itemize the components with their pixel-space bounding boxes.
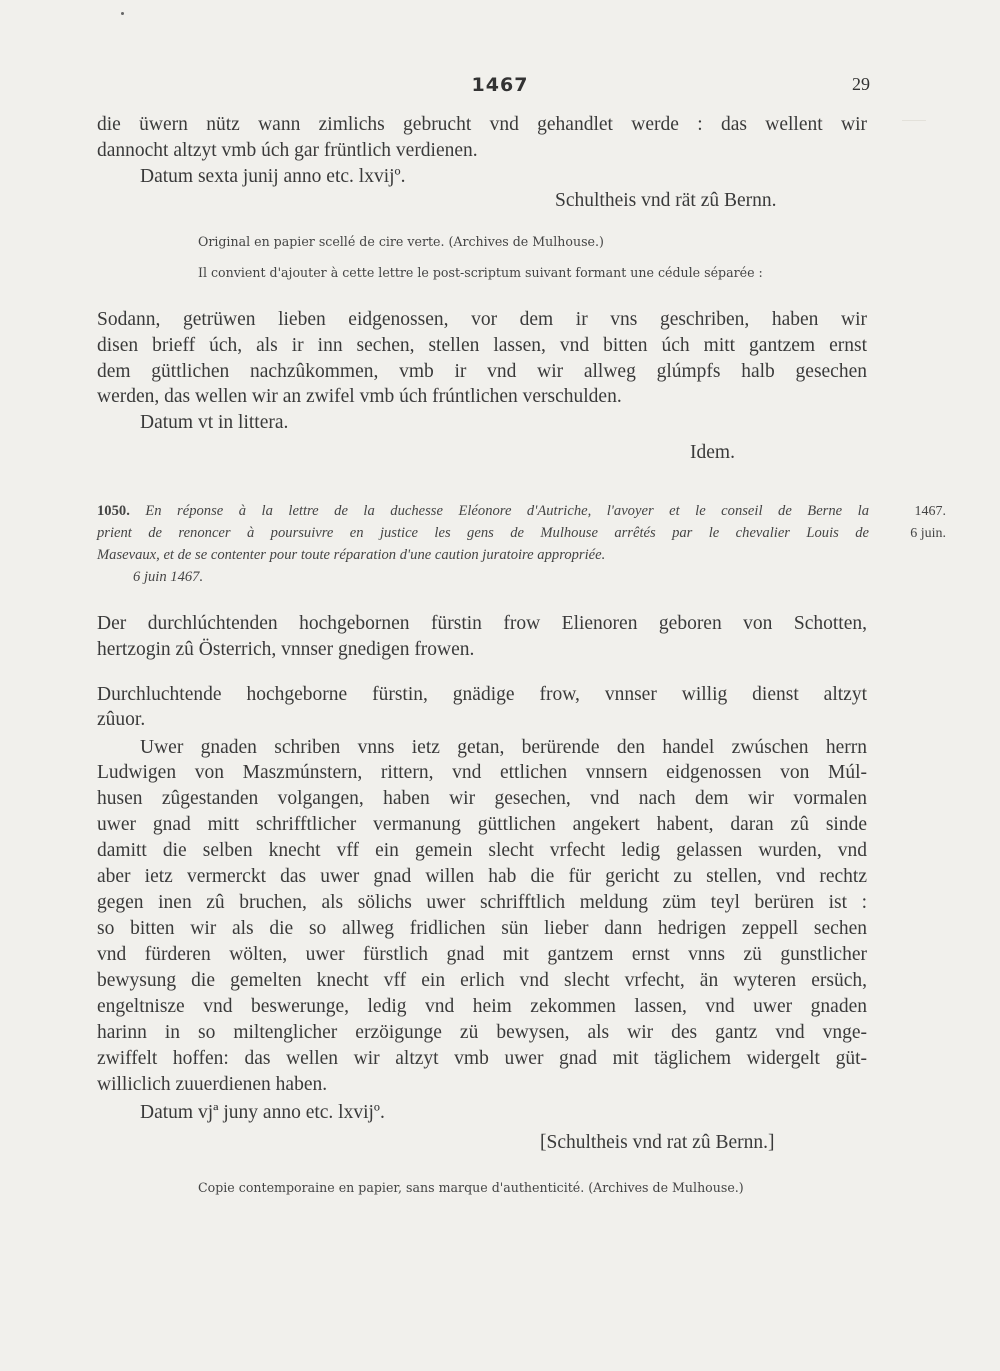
page-speck: [121, 12, 124, 15]
body-line: bewysung die gemelten knecht vff ein erlich vnd slecht vrfecht, än wyteren ersüch,: [97, 970, 867, 991]
body-line: gegen inen zû bruchen, als sölichs uwer schrifftlich meldung züm teyl berüren ist :: [97, 892, 867, 913]
margin-year: 1467.: [914, 504, 946, 519]
body-line: Uwer gnaden schriben vnns ietz getan, berürende den handel zwúschen herrn: [140, 737, 867, 758]
postscript-signature: Idem.: [690, 442, 735, 463]
entry-number: 1050.: [97, 503, 130, 519]
postscript-line: Sodann, getrüwen lieben eidgenossen, vor dem ir vns geschriben, haben wir: [97, 309, 867, 330]
address-line: hertzogin zû Österrich, vnnser gnedigen frowen.: [97, 639, 475, 660]
address-line: Der durchlúchtenden hochgebornen fürstin frow Elienoren geboren von Schotten,: [97, 613, 867, 634]
body-line: harinn in so miltenglicher erzöigunge zü bewysen, als wir des gantz vnd vnge-: [97, 1022, 867, 1043]
body-line: aber ietz vermerckt das uwer gnad willen hab die für gericht zu stellen, vnd rechtz: [97, 866, 867, 887]
regest-line: [97, 500, 869, 522]
show-through-mark: [902, 120, 926, 161]
source-note: Copie contemporaine en papier, sans marque d'authenticité. (Archives de Mulhouse.): [198, 1180, 744, 1195]
letter-date: Datum vjª juny anno etc. lxvijº.: [140, 1102, 385, 1123]
body-line: williclich zuuerdienen haben.: [97, 1074, 328, 1095]
body-line: zwiffelt hoffen: das wellen wir altzyt vmb uwer gnad mit täglichem widergelt güt-: [97, 1048, 867, 1069]
regest-date: 6 juin 1467.: [133, 569, 204, 585]
postscript-line: werden, das wellen wir an zwifel vmb úch frúntlichen verschulden.: [97, 386, 622, 407]
letter-signature: [Schultheis vnd rat zû Bernn.]: [540, 1132, 775, 1153]
letter-line: die üwern nütz wann zimlichs gebrucht vnd gehandlet werde : das wellent wir: [97, 114, 867, 135]
regest-line: Masevaux, et de se contenter pour toute réparation d'une caution juratoire appropriée.: [97, 547, 606, 563]
regest-line: prient de renoncer à poursuivre en justice les gens de Mulhouse arrêtés par le chevalier Louis de: [97, 525, 869, 541]
body-line: damitt die selben knecht vff ein gemein slecht vrfecht ledig gelassen wurden, vnd: [97, 840, 867, 861]
body-line: husen zûgestanden volgangen, haben wir gesechen, vnd nach dem wir vormalen: [97, 788, 867, 809]
postscript-line: dem güttlichen nachzûkommen, vmb ir vnd wir allweg glúmpfs halb gesechen: [97, 361, 867, 382]
salutation-line: zûuor.: [97, 709, 146, 730]
body-line: vnd fürderen wölten, uwer fürstlich gnad mit gantzem ernst vnns zü gunstlicher: [97, 944, 867, 965]
source-note: Original en papier scellé de cire verte. (Archives de Mulhouse.): [198, 234, 604, 249]
body-line: engeltnisze vnd beswerunge, ledig vnd heim zekommen lassen, vnd uwer gnaden: [97, 996, 867, 1017]
page-number: 29: [852, 74, 870, 94]
body-line: uwer gnad mitt schrifftlicher vermanung güttlichen angekert habent, daran zû sinde: [97, 814, 867, 835]
postscript-line: disen brieff úch, als ir inn sechen, stellen lassen, vnd bitten úch mitt gantzem ernst: [97, 335, 867, 356]
margin-date: 6 juin.: [910, 526, 946, 541]
letter-line: dannocht altzyt vmb úch gar früntlich verdienen.: [97, 140, 478, 161]
regest-block: [97, 500, 869, 588]
body-line: Ludwigen von Maszmúnstern, rittern, vnd ettlichen vnnsern eidgenossen von Múl-: [97, 762, 867, 783]
regest-text: En réponse à la lettre de la duchesse Eléonore d'Autriche, l'avoyer et le conseil de Berne la: [145, 503, 869, 519]
postscript-note: Il convient d'ajouter à cette lettre le post-scriptum suivant formant une cédule séparée :: [198, 265, 763, 280]
letter-date: Datum sexta junij anno etc. lxvijº.: [140, 166, 406, 187]
letter-signature: Schultheis vnd rät zû Bernn.: [555, 190, 777, 211]
body-line: so bitten wir als die so allweg fridlichen sün lieber dann hedrigen zeppell sechen: [97, 918, 867, 939]
salutation-line: Durchluchtende hochgeborne fürstin, gnädige frow, vnnser willig dienst altzyt: [97, 684, 867, 705]
postscript-date: Datum vt in littera.: [140, 412, 289, 433]
running-header-year: 1467: [471, 74, 529, 96]
